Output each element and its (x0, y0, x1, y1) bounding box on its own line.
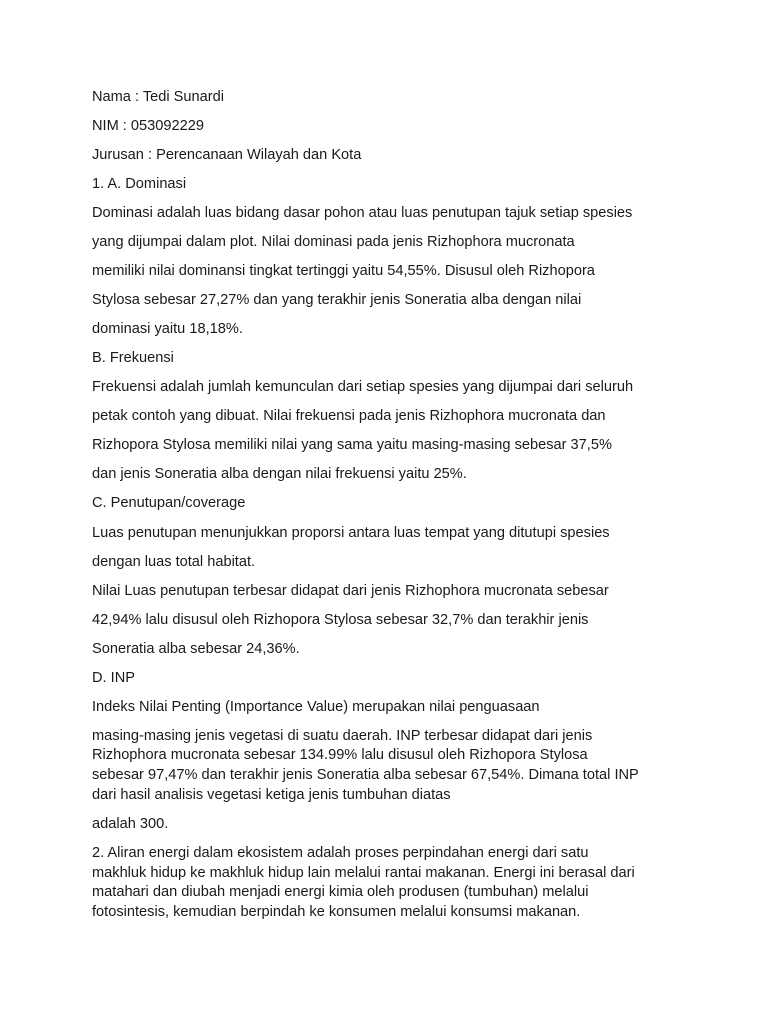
paragraph-line: Indeks Nilai Penting (Importance Value) merupakan nilai penguasaan (92, 699, 540, 715)
paragraph-line: dominasi yaitu 18,18%. (92, 321, 243, 337)
paragraph-line: Luas penutupan menunjukkan proporsi antara luas tempat yang ditutupi spesies (92, 525, 610, 541)
paragraph-line: sebesar 97,47% dan terakhir jenis Soneratia alba sebesar 67,54%. Dimana total INP (92, 767, 639, 783)
paragraph-line: 42,94% lalu disusul oleh Rizhopora Stylosa sebesar 32,7% dan terakhir jenis (92, 612, 589, 628)
paragraph-line: Rizhophora mucronata sebesar 134.99% lalu disusul oleh Rizhopora Stylosa (92, 747, 588, 763)
heading-penutupan: C. Penutupan/coverage (92, 495, 246, 511)
paragraph-line: dengan luas total habitat. (92, 554, 256, 570)
paragraph-line: matahari dan diubah menjadi energi kimia oleh produsen (tumbuhan) melalui (92, 884, 589, 900)
department-line: Jurusan : Perencanaan Wilayah dan Kota (92, 147, 362, 163)
student-id-line: NIM : 053092229 (92, 118, 204, 134)
paragraph-line: Nilai Luas penutupan terbesar didapat dari jenis Rizhophora mucronata sebesar (92, 583, 609, 599)
paragraph-line: Rizhopora Stylosa memiliki nilai yang sama yaitu masing-masing sebesar 37,5% (92, 437, 612, 453)
paragraph-line: masing-masing jenis vegetasi di suatu daerah. INP terbesar didapat dari jenis (92, 728, 593, 744)
paragraph-line: memiliki nilai dominansi tingkat tertinggi yaitu 54,55%. Disusul oleh Rizhopora (92, 263, 595, 279)
paragraph-line: fotosintesis, kemudian berpindah ke konsumen melalui konsumsi makanan. (92, 904, 581, 920)
paragraph-line: Soneratia alba sebesar 24,36%. (92, 641, 300, 657)
heading-frekuensi: B. Frekuensi (92, 350, 174, 366)
paragraph-line: dari hasil analisis vegetasi ketiga jenis tumbuhan diatas (92, 787, 451, 803)
student-name-line: Nama : Tedi Sunardi (92, 89, 224, 105)
paragraph-line: dan jenis Soneratia alba dengan nilai frekuensi yaitu 25%. (92, 466, 467, 482)
paragraph-line: yang dijumpai dalam plot. Nilai dominasi pada jenis Rizhophora mucronata (92, 234, 575, 250)
paragraph-line: makhluk hidup ke makhluk hidup lain melalui rantai makanan. Energi ini berasal dari (92, 865, 635, 881)
heading-dominasi: 1. A. Dominasi (92, 176, 187, 192)
paragraph-line: 2. Aliran energi dalam ekosistem adalah proses perpindahan energi dari satu (92, 845, 589, 861)
paragraph-line: adalah 300. (92, 816, 169, 832)
paragraph-line: Stylosa sebesar 27,27% dan yang terakhir jenis Soneratia alba dengan nilai (92, 292, 582, 308)
paragraph-line: Frekuensi adalah jumlah kemunculan dari setiap spesies yang dijumpai dari seluruh (92, 379, 634, 395)
paragraph-line: Dominasi adalah luas bidang dasar pohon atau luas penutupan tajuk setiap spesies (92, 205, 633, 221)
heading-inp: D. INP (92, 670, 135, 686)
paragraph-line: petak contoh yang dibuat. Nilai frekuensi pada jenis Rizhophora mucronata dan (92, 408, 606, 424)
